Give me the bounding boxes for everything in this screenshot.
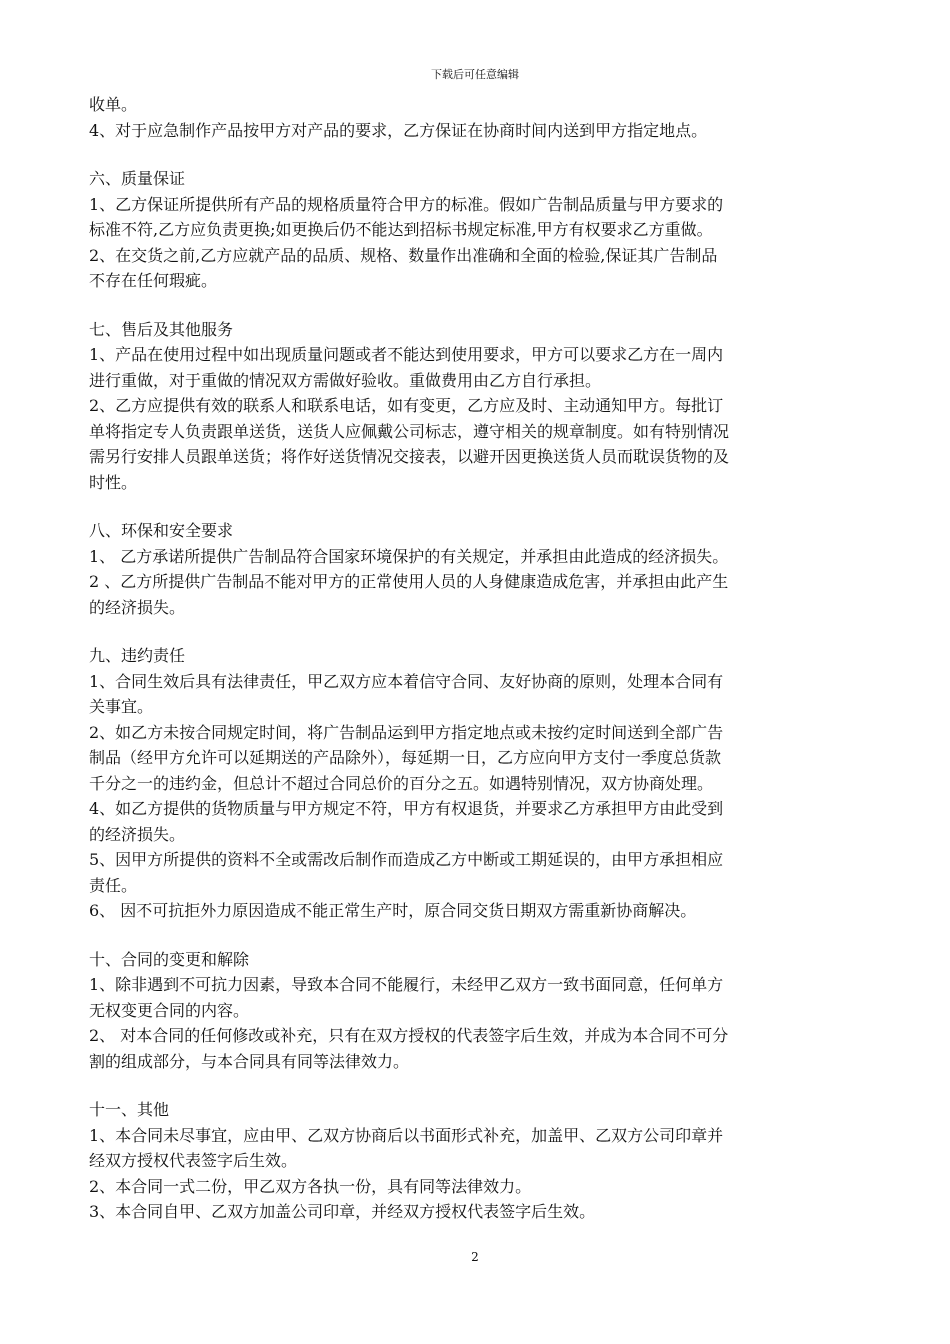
- document-body: [89, 92, 864, 1225]
- text-line: 进行重做，对于重做的情况双方需做好验收。重做费用由乙方自行承担。: [89, 370, 602, 390]
- text-line: 割的组成部分，与本合同具有同等法律效力。: [89, 1051, 410, 1071]
- text-line: 关事宜。: [89, 697, 154, 716]
- text-line: 的经济损失。: [89, 824, 186, 844]
- text-line: 六、质量保证: [89, 169, 186, 188]
- text-line: 需另行安排人员跟单送货；将作好送货情况交接表，以避开因更换送货人员而耽误货物的及: [89, 447, 730, 466]
- section-gap: [89, 924, 864, 947]
- text-line: 1、合同生效后具有法律责任，甲乙双方应本着信守合同、友好协商的原则，处理本合同有: [89, 671, 724, 691]
- text-line: 七、售后及其他服务: [89, 319, 234, 339]
- text-line: 2、 对本合同的任何修改或补充，只有在双方授权的代表签字后生效，并成为本合同不可分: [89, 1026, 729, 1045]
- text-line: 标准不符,乙方应负责更换;如更换后仍不能达到招标书规定标准,甲方有权要求乙方重做。: [89, 220, 713, 239]
- text-line: 时性。: [89, 472, 138, 492]
- section-gap: [89, 1074, 864, 1097]
- section-1: [89, 92, 864, 143]
- text-line: 4、对于应急制作产品按甲方对产品的要求，乙方保证在协商时间内送到甲方指定地点。: [89, 120, 708, 140]
- text-line: 无权变更合同的内容。: [89, 1000, 250, 1020]
- text-line: 不存在任何瑕疵。: [89, 271, 218, 290]
- text-line: 2、乙方应提供有效的联系人和联系电话，如有变更，乙方应及时、主动通知甲方。每批订: [89, 396, 724, 415]
- text-line: 1、本合同未尽事宜，应由甲、乙双方协商后以书面形式补充，加盖甲、乙双方公司印章并: [89, 1125, 724, 1145]
- text-line: 4、如乙方提供的货物质量与甲方规定不符，甲方有权退货，并要求乙方承担甲方由此受到: [89, 799, 724, 818]
- text-line: 经双方授权代表签字后生效。: [89, 1151, 298, 1170]
- text-line: 5、因甲方所提供的资料不全或需改后制作而造成乙方中断或工期延误的，由甲方承担相应: [89, 850, 724, 869]
- section-gap: [89, 620, 864, 643]
- section-6: [89, 947, 864, 1075]
- text-line: 6、 因不可抗拒外力原因造成不能正常生产时，原合同交货日期双方需重新协商解决。: [89, 901, 697, 920]
- section-gap: [89, 143, 864, 166]
- text-line: 责任。: [89, 875, 138, 895]
- text-line: 十一、其他: [89, 1100, 170, 1119]
- page-header: 下载后可任意编辑: [431, 68, 519, 81]
- section-gap: [89, 495, 864, 518]
- text-line: 2 、乙方所提供广告制品不能对甲方的正常使用人员的人身健康造成危害，并承担由此产生: [89, 572, 729, 591]
- text-line: 1、 乙方承诺所提供广告制品符合国家环境保护的有关规定，并承担由此造成的经济损失。: [89, 546, 729, 566]
- text-line: 2、本合同一式二份，甲乙双方各执一份，具有同等法律效力。: [89, 1176, 532, 1196]
- text-line: 收单。: [89, 95, 138, 114]
- text-line: 九、违约责任: [89, 646, 186, 665]
- text-line: 千分之一的违约金，但总计不超过合同总价的百分之五。如遇特别情况，双方协商处理。: [89, 773, 714, 793]
- text-line: 八、环保和安全要求: [89, 521, 234, 540]
- text-line: 1、产品在使用过程中如出现质量问题或者不能达到使用要求，甲方可以要求乙方在一周内: [89, 345, 724, 364]
- section-5: [89, 643, 864, 924]
- text-line: 十、合同的变更和解除: [89, 949, 250, 969]
- text-line: 2、如乙方未按合同规定时间，将广告制品运到甲方指定地点或未按约定时间送到全部广告: [89, 722, 724, 742]
- section-7: [89, 1097, 864, 1225]
- text-line: 3、本合同自甲、乙双方加盖公司印章，并经双方授权代表签字后生效。: [89, 1202, 596, 1221]
- section-2: [89, 166, 864, 294]
- page-number: 2: [471, 1250, 479, 1264]
- text-line: 1、乙方保证所提供所有产品的规格质量符合甲方的标准。假如广告制品质量与甲方要求的: [89, 194, 724, 214]
- text-line: 2、在交货之前,乙方应就产品的品质、规格、数量作出准确和全面的检验,保证其广告制品: [89, 245, 718, 265]
- text-line: 1、除非遇到不可抗力因素，导致本合同不能履行，未经甲乙双方一致书面同意，任何单方: [89, 975, 724, 994]
- section-4: [89, 518, 864, 620]
- text-line: 制品（经甲方允许可以延期送的产品除外），每延期一日，乙方应向甲方支付一季度总货款: [89, 748, 722, 767]
- text-line: 单将指定专人负责跟单送货，送货人应佩戴公司标志，遵守相关的规章制度。如有特别情况: [89, 421, 730, 441]
- text-line: 的经济损失。: [89, 597, 186, 617]
- section-3: [89, 317, 864, 496]
- section-gap: [89, 294, 864, 317]
